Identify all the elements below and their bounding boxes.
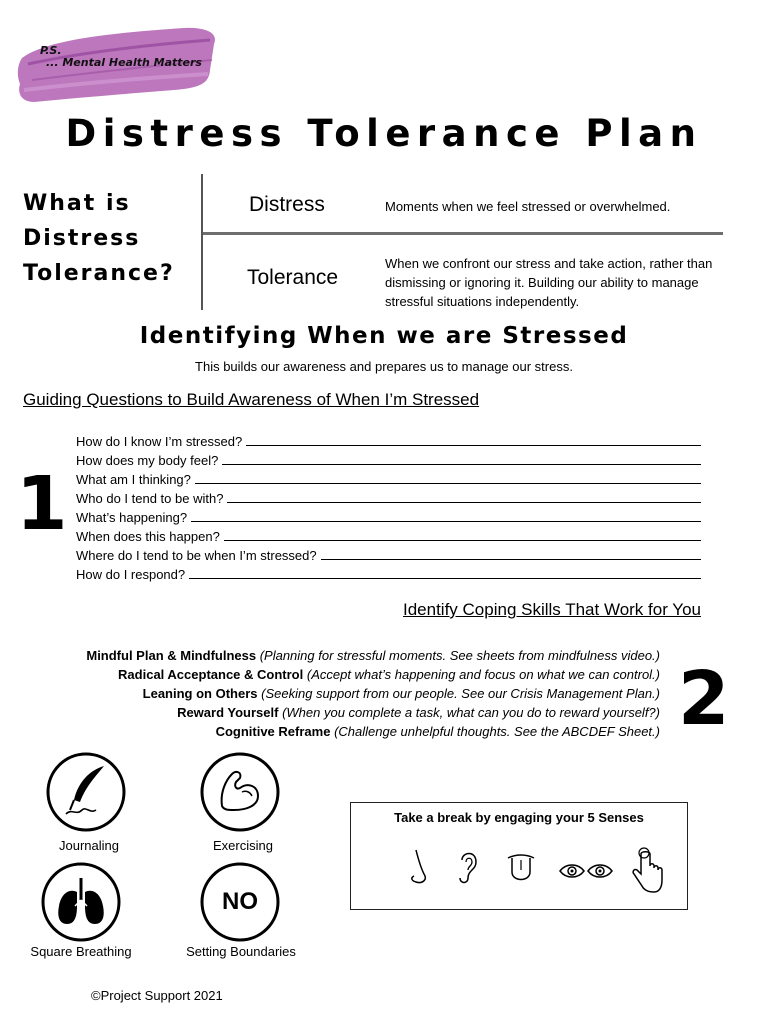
coping-skills-heading: Identify Coping Skills That Work for You	[403, 600, 701, 619]
skill-detail: (Seeking support from our people. See our Crisis Management Plan.)	[261, 686, 660, 701]
answer-line[interactable]	[227, 502, 701, 503]
guiding-questions-list	[76, 430, 701, 582]
definition-heading-line: Distress	[23, 226, 141, 251]
copyright-footer: ©Project Support 2021	[91, 988, 223, 1003]
page-title: Distress Tolerance Plan	[65, 112, 703, 155]
guiding-questions-heading: Guiding Questions to Build Awareness of When I’m Stressed	[23, 390, 480, 409]
answer-line[interactable]	[189, 578, 701, 579]
answer-line[interactable]	[321, 559, 701, 560]
answer-line[interactable]	[222, 464, 701, 465]
skill-detail: (Accept what’s happening and focus on what we can control.)	[306, 667, 660, 682]
senses-title: Take a break by engaging your 5 Senses	[394, 810, 644, 825]
section-subtitle-identifying: This builds our awareness and prepares us to manage our stress.	[195, 359, 573, 374]
question-row	[76, 430, 701, 449]
question-row	[76, 563, 701, 582]
ear-icon	[454, 848, 482, 886]
skill-name: Radical Acceptance & Control	[118, 667, 304, 682]
logo-text-tagline: ... Mental Health Matters	[46, 56, 202, 69]
vertical-divider	[201, 174, 203, 310]
question-row	[76, 449, 701, 468]
skill-detail: (When you complete a task, what can you do to reward yourself?)	[282, 705, 660, 720]
activity-label-square-breathing: Square Breathing	[30, 944, 132, 959]
skill-name: Mindful Plan & Mindfulness	[86, 648, 257, 663]
coping-skill-item	[86, 684, 660, 703]
definition-heading-line: Tolerance?	[23, 261, 175, 286]
step-number-2: 2	[678, 656, 730, 742]
question-row	[76, 468, 701, 487]
question-row	[76, 525, 701, 544]
skill-name: Reward Yourself	[177, 705, 279, 720]
skill-detail: (Challenge unhelpful thoughts. See the ABCDEF Sheet.)	[334, 724, 660, 739]
question-text: Where do I tend to be when I’m stressed?	[76, 548, 317, 563]
coping-skill-item	[86, 646, 660, 665]
eyes-icon	[558, 860, 614, 882]
question-row	[76, 544, 701, 563]
logo-text-ps: P.S.	[40, 44, 62, 57]
coping-skills-list	[86, 646, 660, 741]
no-sign-icon	[200, 862, 280, 942]
tolerance-term: Tolerance	[247, 266, 339, 289]
tolerance-definition: When we confront our stress and take action, rather than dismissing or ignoring it. Building our ability to manage stressful situations independently.	[385, 256, 713, 309]
step-number-1: 1	[16, 461, 68, 547]
distress-term: Distress	[249, 193, 325, 216]
definition-heading	[23, 186, 175, 291]
skill-name: Cognitive Reframe	[215, 724, 331, 739]
question-text: Who do I tend to be with?	[76, 491, 224, 506]
coping-skill-item	[86, 665, 660, 684]
finger-touch-icon	[632, 846, 666, 894]
answer-line[interactable]	[246, 445, 701, 446]
activity-label-journaling: Journaling	[59, 838, 119, 853]
question-text: How do I know I’m stressed?	[76, 434, 243, 449]
activity-label-exercising: Exercising	[213, 838, 273, 853]
activity-label-setting-boundaries: Setting Boundaries	[186, 944, 296, 959]
distress-definition: Moments when we feel stressed or overwhelmed.	[385, 199, 671, 214]
answer-line[interactable]	[191, 521, 701, 522]
nose-icon	[404, 848, 432, 886]
section-title-identifying: Identifying When we are Stressed	[139, 323, 629, 349]
horizontal-divider	[203, 232, 723, 235]
question-text: How does my body feel?	[76, 453, 219, 468]
lungs-icon	[41, 862, 121, 942]
question-text: What am I thinking?	[76, 472, 191, 487]
coping-skill-item	[86, 722, 660, 741]
question-text: What’s happening?	[76, 510, 188, 525]
skill-name: Leaning on Others	[142, 686, 258, 701]
coping-skill-item	[86, 703, 660, 722]
definition-heading-line: What is	[23, 191, 131, 216]
question-row	[76, 506, 701, 525]
question-text: When does this happen?	[76, 529, 220, 544]
answer-line[interactable]	[224, 540, 701, 541]
quill-icon	[46, 752, 126, 832]
flexed-arm-icon	[200, 752, 280, 832]
answer-line[interactable]	[195, 483, 701, 484]
question-row	[76, 487, 701, 506]
no-sign-text: NO	[222, 888, 258, 915]
skill-detail: (Planning for stressful moments. See sheets from mindfulness video.)	[259, 648, 660, 663]
tongue-icon	[506, 852, 536, 886]
question-text: How do I respond?	[76, 567, 186, 582]
